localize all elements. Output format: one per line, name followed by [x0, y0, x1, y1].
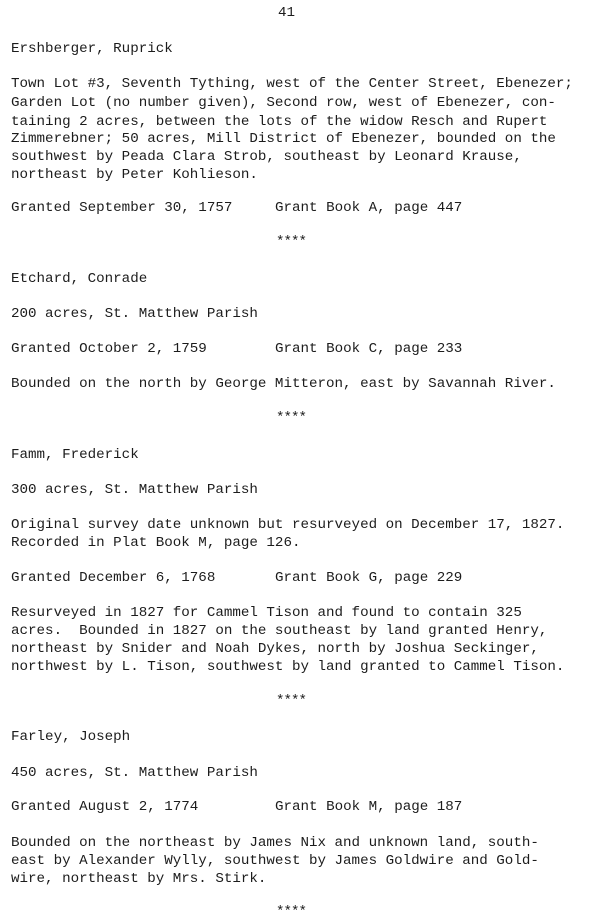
grant-book: Grant Book G, page 229: [275, 570, 463, 586]
notes-line: Bounded on the northeast by James Nix and unknown land, south-: [11, 835, 539, 851]
entry-name: Farley, Joseph: [11, 729, 131, 745]
entry-acres: 200 acres, St. Matthew Parish: [11, 306, 258, 322]
notes-line: acres. Bounded in 1827 on the southeast by land granted Henry,: [11, 623, 548, 639]
notes-line: Resurveyed in 1827 for Cammel Tison and found to contain 325: [11, 605, 522, 621]
description-line: southwest by Peada Clara Strob, southeast by Leonard Krause,: [11, 149, 522, 165]
entry-name: Famm, Frederick: [11, 447, 139, 463]
description-line: Garden Lot (no number given), Second row, west of Ebenezer, con-: [11, 95, 556, 111]
separator: ****: [276, 693, 307, 709]
notes-line: northeast by Snider and Noah Dykes, north by Joshua Seckinger,: [11, 641, 539, 657]
description-line: Town Lot #3, Seventh Tything, west of the Center Street, Ebenezer;: [11, 76, 573, 92]
notes-line: wire, northeast by Mrs. Stirk.: [11, 871, 267, 887]
entry-acres: 450 acres, St. Matthew Parish: [11, 765, 258, 781]
survey-line: Recorded in Plat Book M, page 126.: [11, 535, 301, 551]
description-line: taining 2 acres, between the lots of the widow Resch and Rupert: [11, 114, 548, 130]
entry-name: Ershberger, Ruprick: [11, 41, 173, 57]
grant-date: Granted December 6, 1768: [11, 570, 216, 586]
separator: ****: [276, 904, 307, 920]
grant-book: Grant Book M, page 187: [275, 799, 463, 815]
separator: ****: [276, 234, 307, 250]
entry-name: Etchard, Conrade: [11, 271, 148, 287]
survey-line: Original survey date unknown but resurveyed on December 17, 1827.: [11, 517, 565, 533]
entry-notes: Bounded on the north by George Mitteron, east by Savannah River.: [11, 376, 556, 392]
page-number: 41: [278, 5, 296, 21]
notes-line: east by Alexander Wylly, southwest by James Goldwire and Gold-: [11, 853, 539, 869]
grant-date: Granted August 2, 1774: [11, 799, 199, 815]
entry-acres: 300 acres, St. Matthew Parish: [11, 482, 258, 498]
grant-book: Grant Book C, page 233: [275, 341, 463, 357]
description-line: northeast by Peter Kohlieson.: [11, 167, 258, 183]
separator: ****: [276, 410, 307, 426]
description-line: Zimmerebner; 50 acres, Mill District of Ebenezer, bounded on the: [11, 131, 556, 147]
grant-date: Granted September 30, 1757: [11, 200, 233, 216]
grant-date: Granted October 2, 1759: [11, 341, 207, 357]
notes-line: northwest by L. Tison, southwest by land granted to Cammel Tison.: [11, 659, 565, 675]
grant-book: Grant Book A, page 447: [275, 200, 463, 216]
